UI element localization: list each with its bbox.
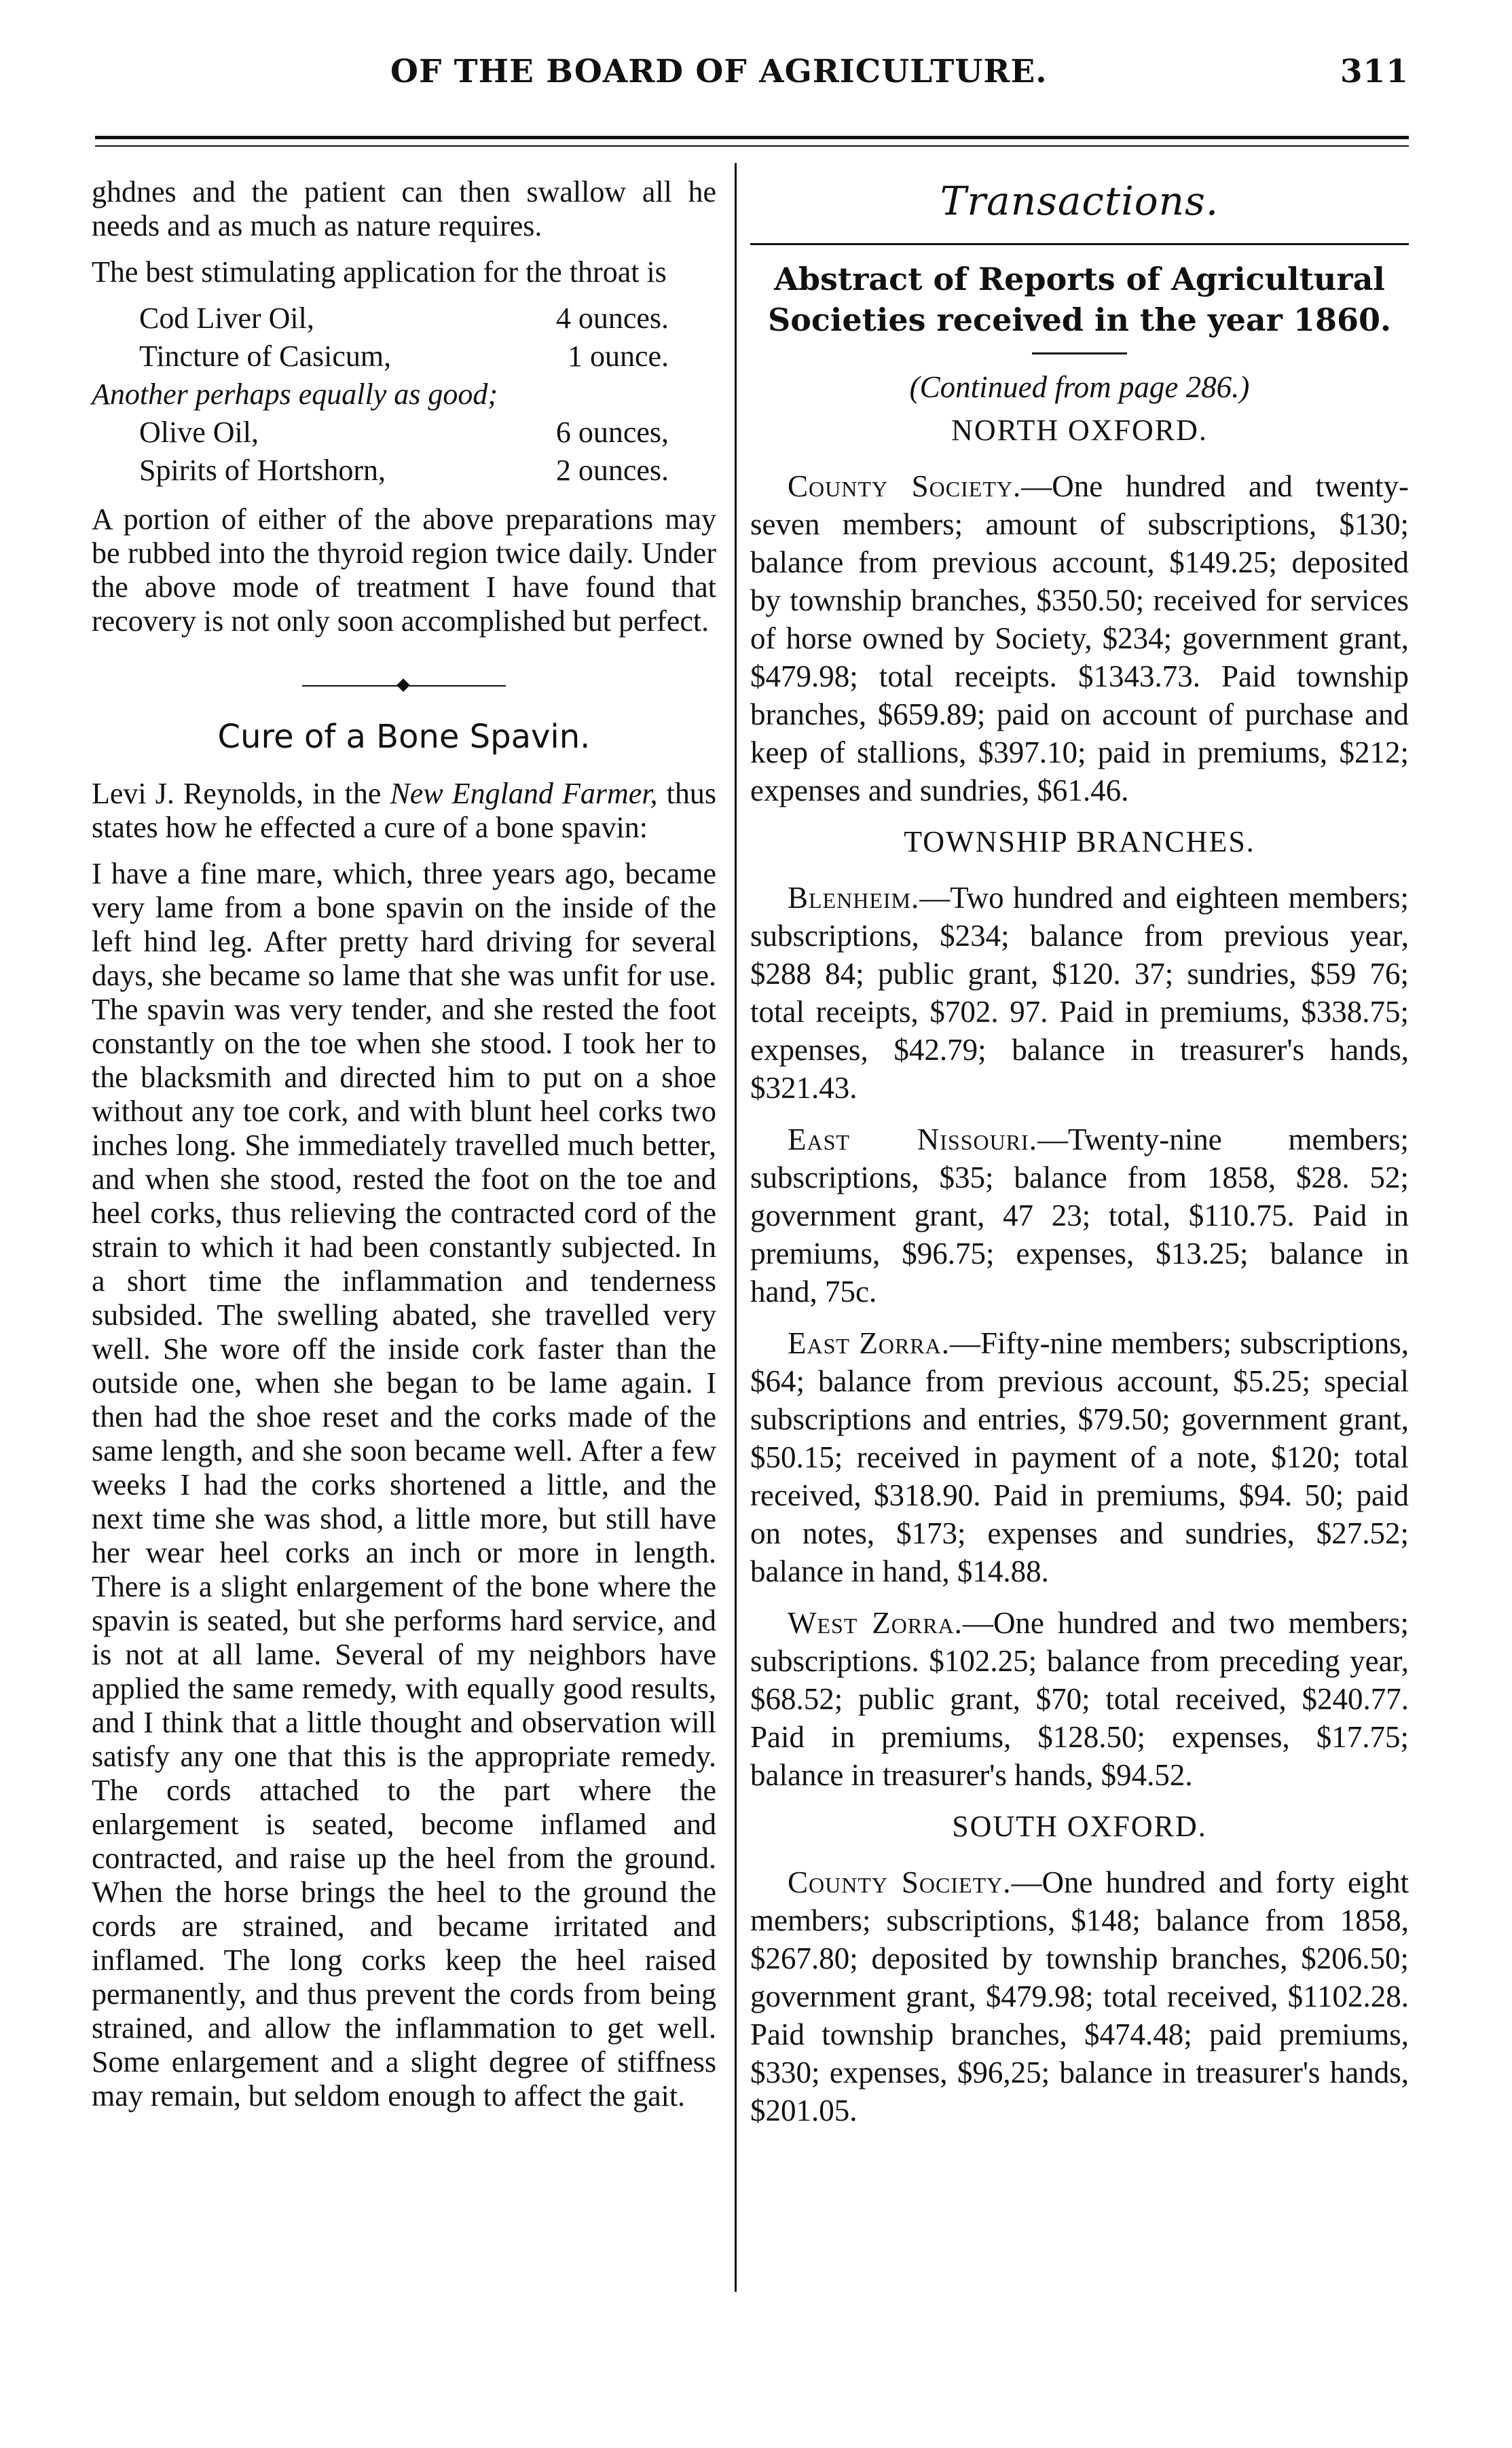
- article-title: Cure of a Bone Spavin.: [217, 718, 591, 756]
- best-application-line: The best stimulating application for the throat is: [92, 255, 667, 289]
- recipe-item: Spirits of Hortshorn,: [139, 454, 386, 487]
- report-lead: Blenheim.: [788, 881, 920, 915]
- township-branches-heading: TOWNSHIP BRANCHES.: [904, 825, 1255, 858]
- region-heading-north-oxford: NORTH OXFORD.: [951, 414, 1208, 447]
- portion-paragraph: A portion of either of the above preparations may be rubbed into the thyroid region twice daily. Under the above mode of treatment I have found that recovery is not only soon accomplished but perfect.: [92, 503, 716, 638]
- running-head-title: OF THE BOARD OF AGRICULTURE.: [390, 53, 1048, 90]
- running-header: [92, 46, 1409, 107]
- column-divider: [735, 163, 737, 2292]
- header-rule: [95, 136, 1409, 139]
- report-text: —Twenty-nine members; subscriptions, $35; balance from 1858, $28. 52; government grant, 47 23; total, $110.75. Paid in premiums, $96.75; expenses, $13.25; balance in hand, 75c.: [750, 1122, 1409, 1309]
- recipe-line: [139, 416, 669, 450]
- report-west-zorra: [750, 1604, 1409, 1794]
- report-text: —Two hundred and eighteen members; subscriptions, $234; balance from previous year, $288 84; public grant, $120. 37; sundries, $59 76; total receipts, $702. 97. Paid in premiums, $338.75; expenses, $42.79; balance in treasurer's hands, $321.43.: [750, 881, 1409, 1105]
- section-rule: [750, 243, 1409, 245]
- left-column: [92, 175, 716, 2125]
- newspaper-name: New England Farmer,: [390, 777, 658, 810]
- page-number: 311: [1340, 53, 1409, 90]
- right-column: [750, 175, 1409, 2143]
- short-rule: [1032, 352, 1127, 354]
- recipe-quantity: 1 ounce.: [567, 340, 669, 373]
- transactions-heading: Transactions.: [940, 178, 1219, 224]
- report-text: —One hundred and two members; subscriptions. $102.25; balance from preceding year, $68.52; public grant, $70; total received, $240.77. Paid in premiums, $128.50; expenses, $17.75; balance in treasurer's hands, $94.52.: [750, 1606, 1409, 1792]
- report-lead: West Zorra.: [788, 1606, 963, 1640]
- recipe-item: Tincture of Casicum,: [139, 340, 392, 373]
- report-lead: County Society.: [788, 469, 1022, 503]
- recipe-quantity: 2 ounces.: [555, 454, 669, 487]
- recipe-item: Olive Oil,: [139, 416, 259, 449]
- report-lead: East Nissouri.: [788, 1122, 1037, 1156]
- report-text: —Fifty-nine members; subscriptions, $64; balance from previous account, $5.25; special subscriptions and entries, $79.50; government grant, $50.15; received in payment of a note, $120; total received, $318.90. Paid in premiums, $94. 50; paid on notes, $173; expenses and sundries, $27.52; balance in hand, $14.88.: [750, 1326, 1409, 1588]
- recipe-quantity: 6 ounces,: [555, 416, 669, 449]
- report-lead: County Society.: [788, 1865, 1012, 1899]
- recipe-line: [139, 340, 669, 373]
- another-recipe-line: Another perhaps equally as good;: [92, 378, 498, 411]
- abstract-title: Abstract of Reports of Agricultural Societies received in the year 1860.: [768, 261, 1391, 338]
- region-heading-south-oxford: SOUTH OXFORD.: [952, 1810, 1207, 1843]
- report-text: —One hundred and twenty-seven members; amount of subscriptions, $130; balance from previous account, $149.25; deposited by township branches, $350.50; received for services of horse owned by Society, $234; government grant, $479.98; total receipts. $1343.73. Paid township branches, $659.89; paid on account of purchase and keep of stallions, $397.10; paid in premiums, $212; expenses and sundries, $61.46.: [750, 469, 1409, 807]
- attribution-rest: thus states how he effected a cure of a bone spavin:: [92, 777, 716, 844]
- ornament-diamond-icon: [397, 678, 410, 692]
- ornament-divider: [92, 672, 716, 699]
- report-east-nissouri: [750, 1120, 1409, 1311]
- header-rule-thin: [95, 145, 1409, 147]
- report-north-county: [750, 467, 1409, 809]
- report-text: —One hundred and forty eight members; subscriptions, $148; balance from 1858, $267.80; deposited by township branches, $206.50; government grant, $479.98; total received, $1102.28. Paid township branches, $474.48; paid premiums, $330; expenses, $96,25; balance in treasurer's hands, $201.05.: [750, 1865, 1409, 2127]
- recipe-item: Cod Liver Oil,: [139, 302, 314, 335]
- report-south-county: [750, 1863, 1409, 2130]
- continued-note: (Continued from page 286.): [909, 370, 1250, 404]
- attribution-lead: Levi J. Reynolds, in the: [92, 777, 390, 810]
- intro-paragraph: ghdnes and the patient can then swallow all he needs and as much as nature requires.: [92, 175, 716, 242]
- recipe-quantity: 4 ounces.: [555, 302, 669, 335]
- report-east-zorra: [750, 1324, 1409, 1590]
- attribution-paragraph: [92, 777, 716, 845]
- letter-body: I have a fine mare, which, three years ago, became very lame from a bone spavin on the inside of the left hind leg. After pretty hard driving for several days, she became so lame that she was unfit for use. The spavin was very tender, and she rested the foot constantly on the toe when she stood. I took her to the blacksmith and directed him to put on a shoe without any toe cork, and with blunt heel corks two inches long. She immediately travelled much better, and when she stood, rested the foot on the toe and heel corks, thus relieving the contracted cord of the strain to which it had been constantly subjected. In a short time the inflammation and tenderness subsided. The swelling abated, she travelled very well. She wore off the inside cork faster than the outside one, when she began to be lame again. I then had the shoe reset and the corks made of the same length, and she soon became well. After a few weeks I had the corks shortened a little, and the next time she was shod, a little more, but still have her wear heel corks an inch or more in length. There is a slight enlargement of the bone where the spavin is seated, but she performs hard service, and is not at all lame. Several of my neighbors have applied the same remedy, with equally good results, and I think that a little thought and observation will satisfy any one that this is the appropriate remedy. The cords attached to the part where the enlargement is seated, become inflamed and contracted, and raise up the heel from the ground. When the horse brings the heel to the ground the cords are strained, and became irritated and inflamed. The long corks keep the heel raised permanently, and thus prevent the cords from being strained, and allow the inflammation to get well. Some enlargement and a slight degree of stiffness may remain, but seldom enough to affect the gait.: [92, 857, 716, 2113]
- recipe-line: [139, 302, 669, 335]
- report-blenheim: [750, 879, 1409, 1107]
- report-lead: East Zorra.: [788, 1326, 950, 1360]
- recipe-line: [139, 454, 669, 488]
